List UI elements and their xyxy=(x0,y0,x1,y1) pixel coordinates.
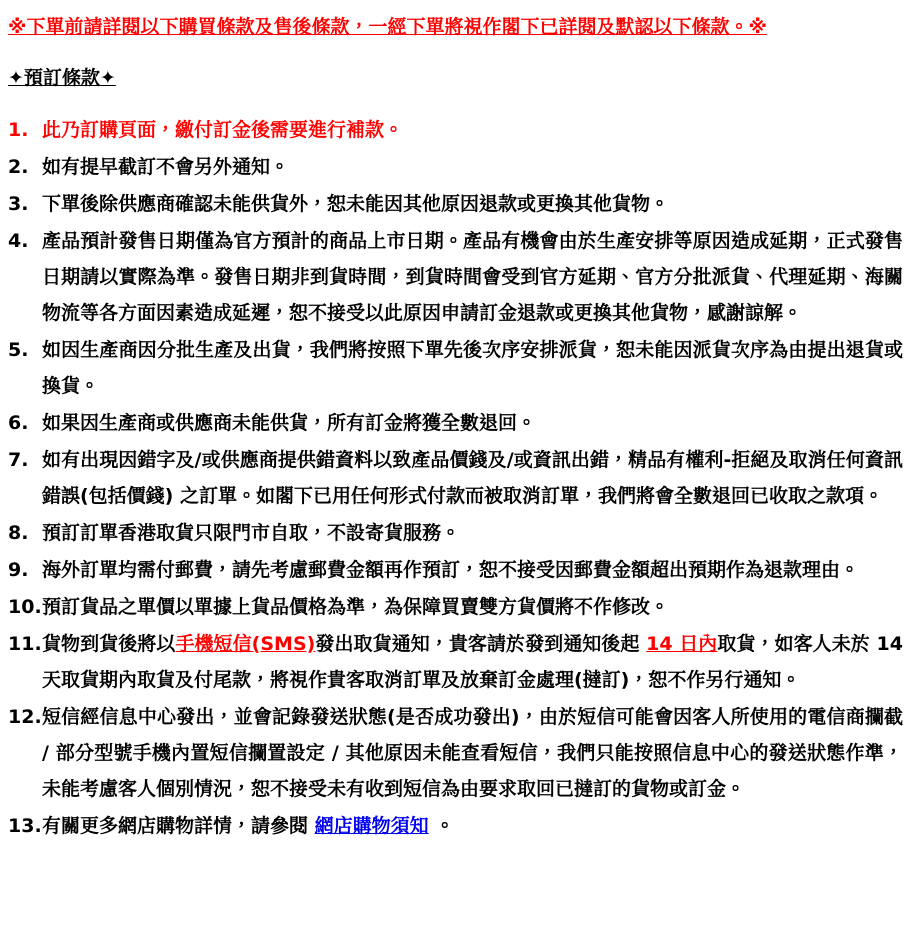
term-text xyxy=(42,332,903,404)
term-number: 10. xyxy=(8,596,42,618)
term-text xyxy=(42,515,903,551)
term-number: 7. xyxy=(8,449,29,471)
term-number: 3. xyxy=(8,193,29,215)
term-text-segment: 有關更多網店購物詳情，請參閱 xyxy=(42,815,315,837)
term-number: 11. xyxy=(8,633,42,655)
term-number: 12. xyxy=(8,706,42,728)
term-text-segment: 。 xyxy=(428,815,455,837)
term-number: 1. xyxy=(8,119,29,141)
term-text-segment: 如有出現因錯字及/或供應商提供錯資料以致產品價錢及/或資訊出錯，精品有權利-拒絕及取消任何資訊錯誤(包括價錢) 之訂單。如閣下已用任何形式付款而被取消訂單，我們將會全數退回已收取之款項。 xyxy=(42,449,903,507)
term-text xyxy=(42,699,903,807)
term-item xyxy=(8,808,903,844)
emphasis-red-underline: 14 日內 xyxy=(646,633,718,655)
term-number: 2. xyxy=(8,156,29,178)
preorder-terms-document xyxy=(8,12,903,844)
term-text-segment: 下單後除供應商確認未能供貨外，恕未能因其他原因退款或更換其他貨物。 xyxy=(42,193,670,215)
shop-guide-link[interactable]: 網店購物須知 xyxy=(314,815,429,837)
term-text-segment: 預訂訂單香港取貨只限門市自取，不設寄貨服務。 xyxy=(42,522,461,544)
term-text-segment: 如果因生產商或供應商未能供貨，所有訂金將獲全數退回。 xyxy=(42,412,537,434)
term-text xyxy=(42,223,903,331)
term-item xyxy=(8,112,903,148)
term-text-segment: 海外訂單均需付郵費，請先考慮郵費金額再作預訂，恕不接受因郵費金額超出預期作為退款理由。 xyxy=(42,559,860,581)
term-item xyxy=(8,589,903,625)
term-item xyxy=(8,515,903,551)
term-text xyxy=(42,552,903,588)
term-item xyxy=(8,186,903,222)
term-text xyxy=(42,112,903,148)
term-text-segment: 貨物到貨後將以 xyxy=(42,633,176,655)
term-text-segment: 發出取貨通知，貴客請於發到通知後起 xyxy=(315,633,647,655)
term-text xyxy=(42,808,903,844)
term-item xyxy=(8,699,903,807)
term-text-segment: 產品預計發售日期僅為官方預計的商品上市日期。產品有機會由於生產安排等原因造成延期，正式發售日期請以實際為準。發售日期非到貨時間，到貨時間會受到官方延期、官方分批派貨、代理延期、海關物流等各方面因素造成延遲，恕不接受以此原因申請訂金退款或更換其他貨物，感謝諒解。 xyxy=(42,230,903,324)
term-item xyxy=(8,405,903,441)
term-item xyxy=(8,626,903,698)
terms-list xyxy=(8,112,903,844)
term-item xyxy=(8,552,903,588)
term-text xyxy=(42,442,903,514)
term-text-segment: 此乃訂購頁面，繳付訂金後需要進行補款。 xyxy=(42,119,404,141)
term-text-segment: 如有提早截訂不會另外通知。 xyxy=(42,156,290,178)
term-text xyxy=(42,186,903,222)
purchase-notice-banner: ※下單前請詳閱以下購買條款及售後條款，一經下單將視作閣下已詳閱及默認以下條款。※ xyxy=(8,16,767,38)
term-text xyxy=(42,405,903,441)
section-title-preorder-terms: ✦預訂條款✦ xyxy=(8,67,116,89)
emphasis-red-underline: 手機短信(SMS) xyxy=(175,633,316,655)
term-number: 4. xyxy=(8,230,29,252)
term-item xyxy=(8,223,903,331)
term-text xyxy=(42,589,903,625)
term-text-segment: 預訂貨品之單價以單據上貨品價格為準，為保障買賣雙方貨價將不作修改。 xyxy=(42,596,670,618)
term-text-segment: 取貨，如客人未於 14 天取貨期內取貨及付尾款，將視作貴客取消訂單及放棄訂金處理(撻訂)，恕不作另行通知。 xyxy=(42,633,903,691)
term-item xyxy=(8,149,903,185)
term-number: 8. xyxy=(8,522,29,544)
term-number: 13. xyxy=(8,815,42,837)
term-text-segment: 如因生產商因分批生產及出貨，我們將按照下單先後次序安排派貨，恕未能因派貨次序為由提出退貨或換貨。 xyxy=(42,339,903,397)
term-text-segment: 短信經信息中心發出，並會記錄發送狀態(是否成功發出)，由於短信可能會因客人所使用的電信商攔截 / 部分型號手機內置短信攔置設定 / 其他原因未能查看短信，我們只能按照信息中心的發送狀態作準，未能考慮客人個別情況，恕不接受未有收到短信為由要求取回已撻訂的貨物或訂金。 xyxy=(42,706,903,800)
term-number: 5. xyxy=(8,339,29,361)
term-item xyxy=(8,442,903,514)
term-text xyxy=(42,149,903,185)
term-number: 6. xyxy=(8,412,29,434)
term-item xyxy=(8,332,903,404)
term-number: 9. xyxy=(8,559,29,581)
term-text xyxy=(42,626,903,698)
